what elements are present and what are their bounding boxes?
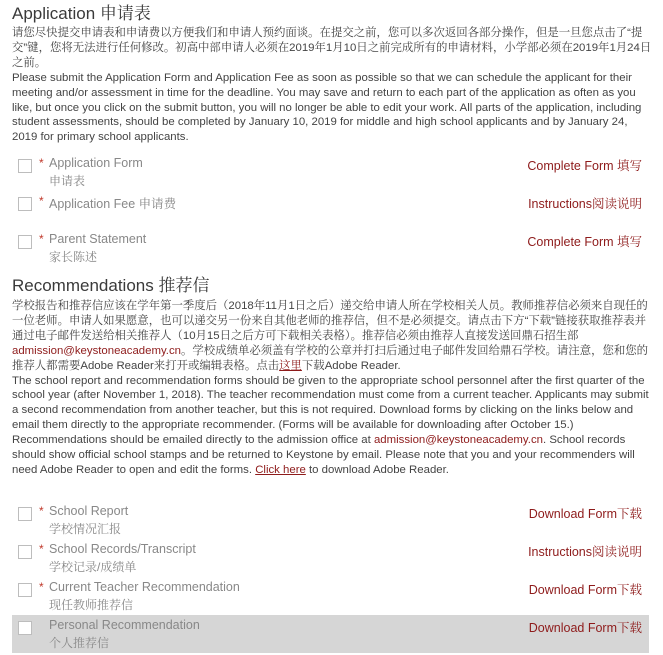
instructions-link[interactable]: Instructions阅读说明 <box>528 545 642 559</box>
item-subtitle: 学校情况汇报 <box>49 522 122 536</box>
recommendations-intro-en <box>12 374 653 478</box>
admission-email-link[interactable]: admission@keystoneacademy.cn <box>12 344 182 357</box>
checkbox[interactable] <box>18 583 32 597</box>
application-intro-en: Please submit the Application Form and Application Fee as soon as possible so that we can schedule the applicant for their meeting and/or assessment in time for the deadline. You may save and return to each part of the application as often as you like, but once you click on the submit button, you will no longer be able to edit your work. All parts of the application, including student assessments, should be completed by January 10, 2019 for middle and high school applicants and by January 24, 2019 for primary school applicants. <box>12 71 642 144</box>
item-title: Current Teacher Recommendation <box>49 580 240 594</box>
item-title: Application Fee 申请费 <box>49 197 177 211</box>
required-marker: * <box>39 580 44 594</box>
download-form-link[interactable]: Download Form下载 <box>528 507 642 521</box>
item-subtitle: 申请表 <box>49 174 86 188</box>
adobe-reader-link-en[interactable]: Click here <box>255 463 306 476</box>
intro-text: 学校报告和推荐信应该在学年第一季度后（2018年11月1日之后）递交给申请人所在学校相关人员。教师推荐信必须来自现任的一位老师。申请人如果愿意，也可以递交另一份来自其他老师的推荐信，但不是必须提交。请点击下方“下载”链接获取推荐表并通过电子邮件发送给相关推荐人（10月15日之后方可下载相关表格）。推荐信必须由推荐人直接发送回鼎石招生部 <box>12 300 648 342</box>
checkbox[interactable] <box>18 545 32 559</box>
instructions-link[interactable]: Instructions阅读说明 <box>528 197 642 211</box>
intro-text: 下载Adobe Reader. <box>301 359 401 372</box>
list-item-personal-recommendation <box>12 615 649 653</box>
recommendations-list <box>0 501 663 653</box>
list-item-application-form <box>0 153 663 191</box>
admission-email-link[interactable]: admission@keystoneacademy.cn <box>373 434 543 447</box>
item-title: School Report <box>49 504 129 518</box>
required-marker: * <box>39 156 44 170</box>
item-subtitle: 家长陈述 <box>49 250 98 264</box>
application-list <box>0 153 663 267</box>
complete-form-link[interactable]: Complete Form 填写 <box>527 235 642 249</box>
required-marker: * <box>39 504 44 518</box>
recommendations-intro-cn <box>12 299 653 374</box>
item-title: School Records/Transcript <box>49 542 196 556</box>
required-marker: * <box>39 542 44 556</box>
list-item-application-fee <box>0 191 663 229</box>
item-title: Parent Statement <box>49 232 147 246</box>
application-heading <box>12 3 151 25</box>
intro-text: 。学校成绩单必须盖有学校的公章并打扫后通过电子邮件发回给鼎石学校。请注意，您和您的推荐人都需要Adobe Reader来打开或编辑表格。点击 <box>12 344 649 372</box>
complete-form-link[interactable]: Complete Form 填写 <box>527 159 642 173</box>
checkbox[interactable] <box>18 507 32 521</box>
download-form-link[interactable]: Download Form下载 <box>528 583 642 597</box>
item-subtitle: 现任教师推荐信 <box>49 598 134 612</box>
application-intro <box>0 26 663 145</box>
checkbox[interactable] <box>18 197 32 211</box>
item-subtitle: 学校记录/成绩单 <box>49 560 137 574</box>
item-subtitle: 个人推荐信 <box>49 636 110 650</box>
application-title: Application 申请表 <box>12 4 151 23</box>
intro-text: . School records should show official school stamps and be returned to Keystone by email. Please note that you and your recommenders will need Adobe Reader to open and edit the forms. <box>12 434 635 476</box>
list-item-parent-statement <box>0 229 663 267</box>
item-title: Application Form <box>49 156 143 170</box>
item-title: Personal Recommendation <box>49 618 200 632</box>
intro-text: to download Adobe Reader. <box>305 463 449 476</box>
intro-text: The school report and recommendation forms should be given to the appropriate school personnel after the first quarter of the school year (after November 1, 2018). The teacher recommendation must come from a current teacher. Applicants may submit a second recommendation from another teacher, but this is not required. Download forms by clicking on the links below and email them directly to the appropriate recommender. (Forms will be available for downloading after October 15.) Recommendations should be emailed directly to the admission office at <box>12 374 649 447</box>
application-intro-cn: 请您尽快提交申请表和申请费以方便我们和申请人预约面谈。在提交之前，您可以多次返回各部分操作，但是一旦您点击了“提交”键，您将无法进行任何修改。初高中部申请人必须在2019年1月10日之前完成所有的申请材料，小学部必须在2019年1月24日之前。 <box>12 27 652 69</box>
checkbox[interactable] <box>18 621 32 635</box>
checkbox[interactable] <box>18 159 32 173</box>
list-item-school-report <box>0 501 663 539</box>
list-item-teacher-recommendation <box>0 577 663 615</box>
recommendations-title: Recommendations 推荐信 <box>12 276 210 295</box>
recommendations-intro <box>0 299 663 478</box>
required-marker: * <box>39 194 44 208</box>
download-form-link[interactable]: Download Form下载 <box>528 621 642 635</box>
checkbox[interactable] <box>18 235 32 249</box>
recommendations-heading <box>12 275 209 297</box>
adobe-reader-link-cn[interactable]: 这里 <box>279 359 302 372</box>
list-item-school-records <box>0 539 663 577</box>
required-marker: * <box>39 232 44 246</box>
